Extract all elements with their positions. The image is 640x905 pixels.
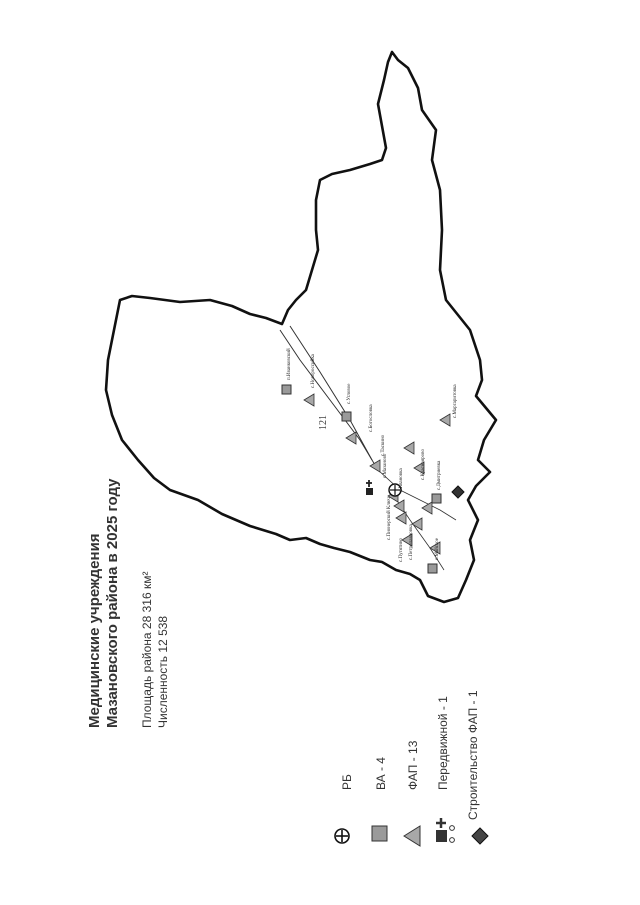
fap-marker-4 — [404, 442, 414, 454]
settlement-label: с.Пионерский Ключ — [387, 497, 392, 540]
title-line-2: Мазановского района в 2025 году — [104, 478, 121, 728]
fap-marker-margaritovka — [440, 414, 450, 426]
construction-marker — [452, 486, 464, 498]
settlement-label: с.Петропавловка — [409, 524, 414, 560]
va-marker-dmitrievka — [432, 494, 441, 503]
legend-label-rb: РБ — [340, 774, 354, 790]
va-marker-mayskoe — [428, 564, 437, 573]
settlement-label: с.Маргаритовка — [453, 384, 458, 418]
fap-marker-bogoslovka — [346, 432, 356, 444]
settlement-label: с.Таскино — [381, 434, 386, 456]
settlement-label: с.Угловое — [347, 383, 352, 404]
fap-marker-novorossiyka — [304, 394, 314, 406]
settlement-label: с.Майское — [435, 538, 440, 560]
fap-marker-taskino — [370, 460, 380, 472]
settlement-label: с.Богословка — [369, 404, 374, 432]
settlement-label: с.Мазаново — [383, 453, 388, 478]
fap-marker-2 — [396, 512, 406, 524]
settlement-label: с.Новороссийка — [311, 354, 316, 388]
mobile-unit-marker — [366, 480, 373, 495]
district-border — [106, 52, 496, 602]
title-line-1: Медицинские учреждения — [86, 533, 103, 728]
fap-marker-1 — [394, 500, 404, 512]
legend-label-fap: ФАП - 13 — [406, 740, 420, 790]
va-marker-uglovoe — [342, 412, 351, 421]
legend-label-va: ВА - 4 — [374, 757, 388, 790]
legend-label-mobile: Передвижной - 1 — [436, 696, 450, 790]
settlement-label: с.Дмитриевка — [437, 460, 442, 490]
settlement-label: с.Ивановка — [399, 468, 404, 492]
settlement-label: п.Иванковский — [287, 348, 292, 380]
settlement-label: с.Красноярово — [421, 449, 426, 480]
area-text: Площадь района 28 316 км² — [140, 571, 154, 728]
legend-label-construction: Строительство ФАП - 1 — [466, 690, 480, 820]
population-text: Численность 12 538 — [156, 615, 170, 728]
settlement-label: с.Путятино — [399, 537, 404, 562]
va-marker-ivankovsky — [282, 385, 291, 394]
road-line-north — [280, 330, 378, 470]
page-number: 121 — [318, 415, 329, 430]
